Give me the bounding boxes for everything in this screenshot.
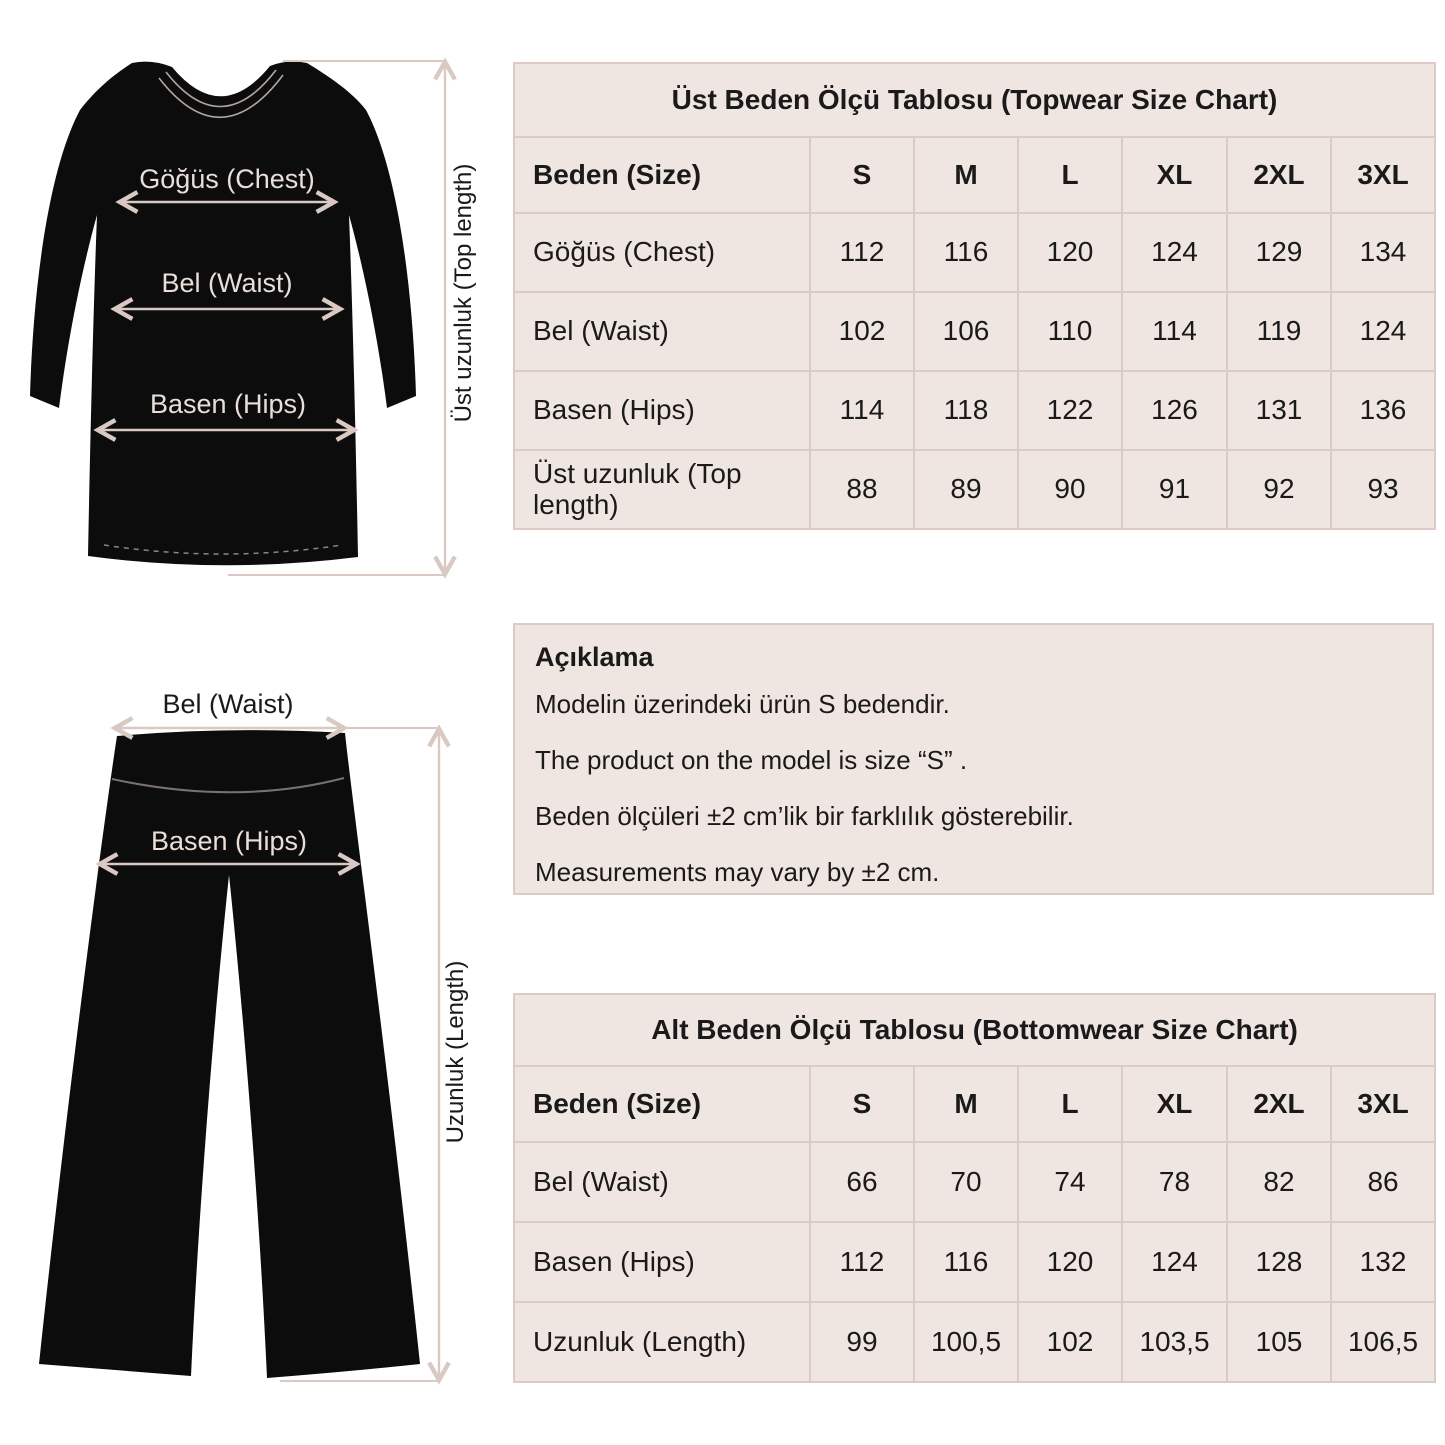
size-cell: 86 — [1331, 1142, 1435, 1222]
table-row — [514, 371, 1435, 450]
size-cell: 124 — [1122, 213, 1227, 292]
measure-label-cell: Basen (Hips) — [514, 371, 810, 450]
length-label: Uzunluk (Length) — [442, 960, 469, 1144]
header-cell: 3XL — [1331, 1066, 1435, 1142]
table-row — [514, 1222, 1435, 1302]
size-cell: 129 — [1227, 213, 1331, 292]
note-box — [513, 623, 1434, 895]
size-cell: 110 — [1018, 292, 1122, 371]
size-cell: 112 — [810, 213, 914, 292]
size-cell: 91 — [1122, 450, 1227, 529]
bottomwear-diagram — [0, 660, 500, 1400]
measure-label-cell: Basen (Hips) — [514, 1222, 810, 1302]
header-cell: 2XL — [1227, 1066, 1331, 1142]
table-row — [514, 213, 1435, 292]
table-row — [514, 1302, 1435, 1382]
size-cell: 132 — [1331, 1222, 1435, 1302]
table-row — [514, 1142, 1435, 1222]
measure-label-cell: Uzunluk (Length) — [514, 1302, 810, 1382]
header-cell: XL — [1122, 137, 1227, 213]
note-line: Modelin üzerindeki ürün S bedendir. — [535, 689, 950, 719]
table-title: Alt Beden Ölçü Tablosu (Bottomwear Size Chart) — [514, 994, 1435, 1066]
size-cell: 136 — [1331, 371, 1435, 450]
measure-label-cell: Bel (Waist) — [514, 292, 810, 371]
size-cell: 119 — [1227, 292, 1331, 371]
size-cell: 103,5 — [1122, 1302, 1227, 1382]
header-cell: XL — [1122, 1066, 1227, 1142]
size-cell: 126 — [1122, 371, 1227, 450]
waist-label: Bel (Waist) — [162, 689, 294, 719]
size-cell: 105 — [1227, 1302, 1331, 1382]
size-cell: 102 — [810, 292, 914, 371]
header-cell: 2XL — [1227, 137, 1331, 213]
table-header-row — [514, 1066, 1435, 1142]
header-cell: L — [1018, 137, 1122, 213]
measure-label-cell: Üst uzunluk (Top length) — [514, 450, 810, 529]
size-cell: 134 — [1331, 213, 1435, 292]
size-cell: 70 — [914, 1142, 1018, 1222]
hips-label: Basen (Hips) — [150, 826, 308, 856]
size-cell: 118 — [914, 371, 1018, 450]
table-header-row — [514, 137, 1435, 213]
note-line: The product on the model is size “S” . — [535, 745, 968, 775]
hips-label: Basen (Hips) — [149, 389, 307, 419]
size-cell: 106 — [914, 292, 1018, 371]
size-cell: 89 — [914, 450, 1018, 529]
top-length-label: Üst uzunluk (Top length) — [450, 163, 477, 423]
header-cell: M — [914, 137, 1018, 213]
size-cell: 102 — [1018, 1302, 1122, 1382]
size-cell: 74 — [1018, 1142, 1122, 1222]
table-title-row — [514, 63, 1435, 137]
size-cell: 92 — [1227, 450, 1331, 529]
tunic-silhouette — [30, 62, 416, 566]
size-cell: 88 — [810, 450, 914, 529]
header-cell: S — [810, 1066, 914, 1142]
header-cell: 3XL — [1331, 137, 1435, 213]
measure-label-cell: Göğüs (Chest) — [514, 213, 810, 292]
size-cell: 78 — [1122, 1142, 1227, 1222]
chest-label: Göğüs (Chest) — [139, 164, 315, 194]
size-cell: 114 — [810, 371, 914, 450]
measure-label-cell: Bel (Waist) — [514, 1142, 810, 1222]
size-cell: 124 — [1122, 1222, 1227, 1302]
header-cell: Beden (Size) — [514, 1066, 810, 1142]
size-cell: 100,5 — [914, 1302, 1018, 1382]
size-cell: 122 — [1018, 371, 1122, 450]
note-title: Açıklama — [535, 642, 654, 672]
size-cell: 99 — [810, 1302, 914, 1382]
size-cell: 93 — [1331, 450, 1435, 529]
topwear-diagram — [0, 0, 500, 620]
size-cell: 120 — [1018, 213, 1122, 292]
note-line: Measurements may vary by ±2 cm. — [535, 857, 940, 887]
size-cell: 120 — [1018, 1222, 1122, 1302]
size-cell: 90 — [1018, 450, 1122, 529]
size-cell: 131 — [1227, 371, 1331, 450]
header-cell: S — [810, 137, 914, 213]
note-line: Beden ölçüleri ±2 cm’lik bir farklılık gösterebilir. — [535, 801, 1074, 831]
size-cell: 124 — [1331, 292, 1435, 371]
size-cell: 82 — [1227, 1142, 1331, 1222]
table-row — [514, 450, 1435, 529]
size-cell: 66 — [810, 1142, 914, 1222]
table-row — [514, 292, 1435, 371]
size-cell: 116 — [914, 1222, 1018, 1302]
size-cell: 112 — [810, 1222, 914, 1302]
table-title-row — [514, 994, 1435, 1066]
size-cell: 106,5 — [1331, 1302, 1435, 1382]
size-cell: 128 — [1227, 1222, 1331, 1302]
header-cell: M — [914, 1066, 1018, 1142]
waist-label: Bel (Waist) — [161, 268, 293, 298]
topwear-size-table — [513, 62, 1436, 530]
header-cell: L — [1018, 1066, 1122, 1142]
size-cell: 116 — [914, 213, 1018, 292]
table-title: Üst Beden Ölçü Tablosu (Topwear Size Chart) — [514, 63, 1435, 137]
header-cell: Beden (Size) — [514, 137, 810, 213]
bottomwear-size-table — [513, 993, 1436, 1383]
size-cell: 114 — [1122, 292, 1227, 371]
